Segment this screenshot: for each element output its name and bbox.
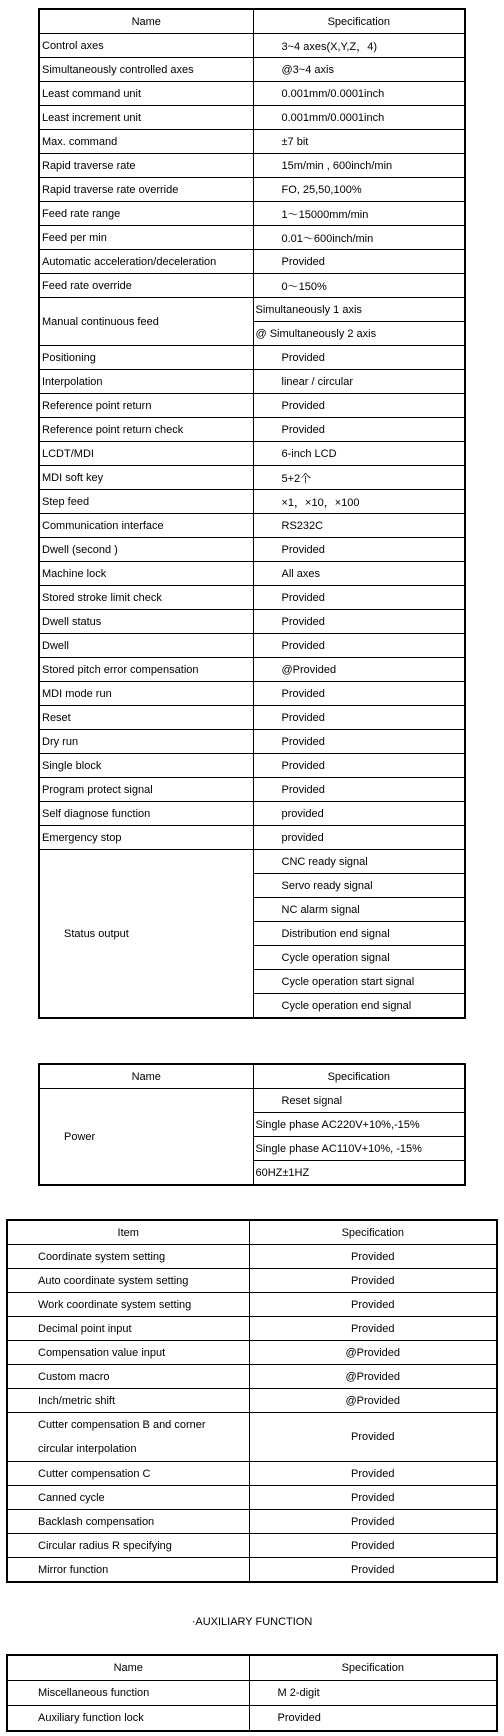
table-header [7,1655,497,1681]
row-spec: Provided [253,682,465,706]
status-output-spec: Servo ready signal [253,874,465,898]
row-name: Feed per min [39,226,253,250]
row-spec: linear / circular [253,370,465,394]
row-spec: Provided [253,418,465,442]
row-spec: 5+2个 [253,466,465,490]
row-spec: provided [253,802,465,826]
row-name: Machine lock [39,562,253,586]
manual-feed-spec-1: Simultaneously 1 axis [253,298,465,322]
auxiliary-function-heading: ·AUXILIARY FUNCTION [191,1616,313,1628]
row-spec: Provided [253,538,465,562]
table-row [7,1365,497,1389]
row-name: Least increment unit [39,106,253,130]
table-row [39,610,465,634]
table-row [39,130,465,154]
table-row [39,778,465,802]
row-spec: provided [253,826,465,850]
row-spec: Provided [253,730,465,754]
row-spec: Provided [249,1317,497,1341]
row-name: Canned cycle [7,1486,249,1510]
row-name: Miscellaneous function [7,1681,249,1706]
row-spec: Provided [249,1245,497,1269]
item-spec-table [6,1219,498,1583]
status-output-spec: Cycle operation signal [253,946,465,970]
row-spec: Provided [249,1558,497,1583]
row-name: Backlash compensation [7,1510,249,1534]
table-row [7,1317,497,1341]
table-row [7,1413,497,1462]
row-spec: Provided [253,778,465,802]
row-name: Rapid traverse rate override [39,178,253,202]
row-spec: 1～15000mm/min [253,202,465,226]
spec-table-main [38,8,466,1019]
status-output-spec: Distribution end signal [253,922,465,946]
row-spec: Provided [253,250,465,274]
row-spec: @Provided [249,1365,497,1389]
table-row [39,490,465,514]
row-spec: Provided [249,1510,497,1534]
table-row [39,730,465,754]
table-row [39,466,465,490]
table-row [39,58,465,82]
table-row [39,106,465,130]
table-row [7,1486,497,1510]
row-spec: Provided [253,706,465,730]
row-name: Decimal point input [7,1317,249,1341]
table-header [39,1064,465,1089]
row-name: Reference point return check [39,418,253,442]
header-spec: Specification [253,9,465,34]
row-name: Auto coordinate system setting [7,1269,249,1293]
header-spec: Specification [253,1064,465,1089]
table-row [7,1510,497,1534]
row-name: Dwell (second ) [39,538,253,562]
row-name: Communication interface [39,514,253,538]
status-output-spec: Cycle operation start signal [253,970,465,994]
row-spec: Provided [253,610,465,634]
table-header [7,1220,497,1245]
row-spec: 0.001mm/0.0001inch [253,106,465,130]
table-row [7,1269,497,1293]
header-name: Name [39,1064,253,1089]
row-spec: @3~4 axis [253,58,465,82]
row-name: Self diagnose function [39,802,253,826]
table-row [39,802,465,826]
row-name: Feed rate range [39,202,253,226]
row-name: Reference point return [39,394,253,418]
cutter-b-line-1: Cutter compensation B and corner [38,1419,206,1431]
row-name: Stored stroke limit check [39,586,253,610]
table-row [39,682,465,706]
table-row [39,418,465,442]
table-row [39,154,465,178]
row-name: Step feed [39,490,253,514]
row-spec: Provided [253,634,465,658]
header-name: Name [7,1655,249,1681]
row-name: Positioning [39,346,253,370]
row-spec: 0.001mm/0.0001inch [253,82,465,106]
row-name: Mirror function [7,1558,249,1583]
row-spec: Provided [249,1706,497,1732]
row-spec: Provided [253,586,465,610]
row-name: Dwell [39,634,253,658]
status-output-spec: CNC ready signal [253,850,465,874]
row-name: Interpolation [39,370,253,394]
row-name: Circular radius R specifying [7,1534,249,1558]
cutter-b-name [7,1413,249,1462]
row-name: Program protect signal [39,778,253,802]
row-name: LCDT/MDI [39,442,253,466]
table-row [39,514,465,538]
row-spec: M 2-digit [249,1681,497,1706]
table-row [7,1681,497,1706]
row-spec: FO, 25,50,100% [253,178,465,202]
power-spec: Single phase AC110V+10%, -15% [253,1137,465,1161]
row-spec: 6-inch LCD [253,442,465,466]
row-spec: @Provided [249,1341,497,1365]
header-spec: Specification [249,1220,497,1245]
table-row [39,658,465,682]
table-row [39,562,465,586]
table-row [39,34,465,58]
row-spec: 3~4 axes(X,Y,Z，4) [253,34,465,58]
table-row [39,634,465,658]
auxiliary-function-table [6,1654,498,1732]
table-row [39,250,465,274]
table-row [39,298,465,322]
row-name: Compensation value input [7,1341,249,1365]
row-spec: @Provided [249,1389,497,1413]
row-name: Coordinate system setting [7,1245,249,1269]
row-spec: All axes [253,562,465,586]
power-spec: 60HZ±1HZ [253,1161,465,1186]
row-spec: Provided [249,1462,497,1486]
row-spec: Provided [249,1534,497,1558]
row-spec: 0～150% [253,274,465,298]
status-output-spec: Cycle operation end signal [253,994,465,1019]
manual-feed-spec-2: @ Simultaneously 2 axis [253,322,465,346]
row-name: Least command unit [39,82,253,106]
row-name: Max. command [39,130,253,154]
row-name: Inch/metric shift [7,1389,249,1413]
table-header [39,9,465,34]
power-spec: Single phase AC220V+10%,-15% [253,1113,465,1137]
header-item: Item [7,1220,249,1245]
header-spec: Specification [249,1655,497,1681]
row-spec: @Provided [253,658,465,682]
status-output-name: Status output [39,850,253,1019]
table-row [39,274,465,298]
row-name: Control axes [39,34,253,58]
table-row [7,1706,497,1732]
table-row [39,586,465,610]
table-row [7,1462,497,1486]
row-spec: Provided [253,346,465,370]
table-row [7,1245,497,1269]
row-name: Stored pitch error compensation [39,658,253,682]
row-spec: Provided [249,1269,497,1293]
row-name: Cutter compensation C [7,1462,249,1486]
row-name: Rapid traverse rate [39,154,253,178]
row-name: MDI soft key [39,466,253,490]
table-row [39,394,465,418]
cutter-b-line-2: circular interpolation [38,1443,137,1455]
table-row [39,178,465,202]
table-row [39,1089,465,1113]
table-row [7,1558,497,1583]
table-row [39,442,465,466]
table-row [39,202,465,226]
cutter-b-spec: Provided [249,1413,497,1462]
row-spec: RS232C [253,514,465,538]
table-row [39,226,465,250]
row-spec: Provided [249,1293,497,1317]
table-row [39,826,465,850]
table-row [39,706,465,730]
row-name: Emergency stop [39,826,253,850]
row-spec: 15m/min , 600inch/min [253,154,465,178]
row-name: Auxiliary function lock [7,1706,249,1732]
row-name: Dry run [39,730,253,754]
row-spec: Provided [253,394,465,418]
row-spec: 0.01～600inch/min [253,226,465,250]
table-row [39,370,465,394]
row-name: Reset [39,706,253,730]
header-name: Name [39,9,253,34]
row-name: Simultaneously controlled axes [39,58,253,82]
table-row [39,346,465,370]
row-name: Single block [39,754,253,778]
row-spec: Provided [249,1486,497,1510]
row-name: Feed rate override [39,274,253,298]
row-spec: Provided [253,754,465,778]
table-row [39,754,465,778]
row-spec: ±7 bit [253,130,465,154]
spec-table-power [38,1063,466,1186]
table-row [7,1341,497,1365]
table-row [39,850,465,874]
status-output-spec: NC alarm signal [253,898,465,922]
row-name: Work coordinate system setting [7,1293,249,1317]
row-spec: ×1，×10，×100 [253,490,465,514]
table-row [7,1389,497,1413]
row-name: MDI mode run [39,682,253,706]
reset-signal-spec: Reset signal [253,1089,465,1113]
row-name: Dwell status [39,610,253,634]
row-name: Custom macro [7,1365,249,1389]
row-name: Automatic acceleration/deceleration [39,250,253,274]
manual-feed-name: Manual continuous feed [39,298,253,346]
table-row [39,82,465,106]
table-row [7,1293,497,1317]
power-name: Power [39,1089,253,1186]
table-row [7,1534,497,1558]
table-row [39,538,465,562]
